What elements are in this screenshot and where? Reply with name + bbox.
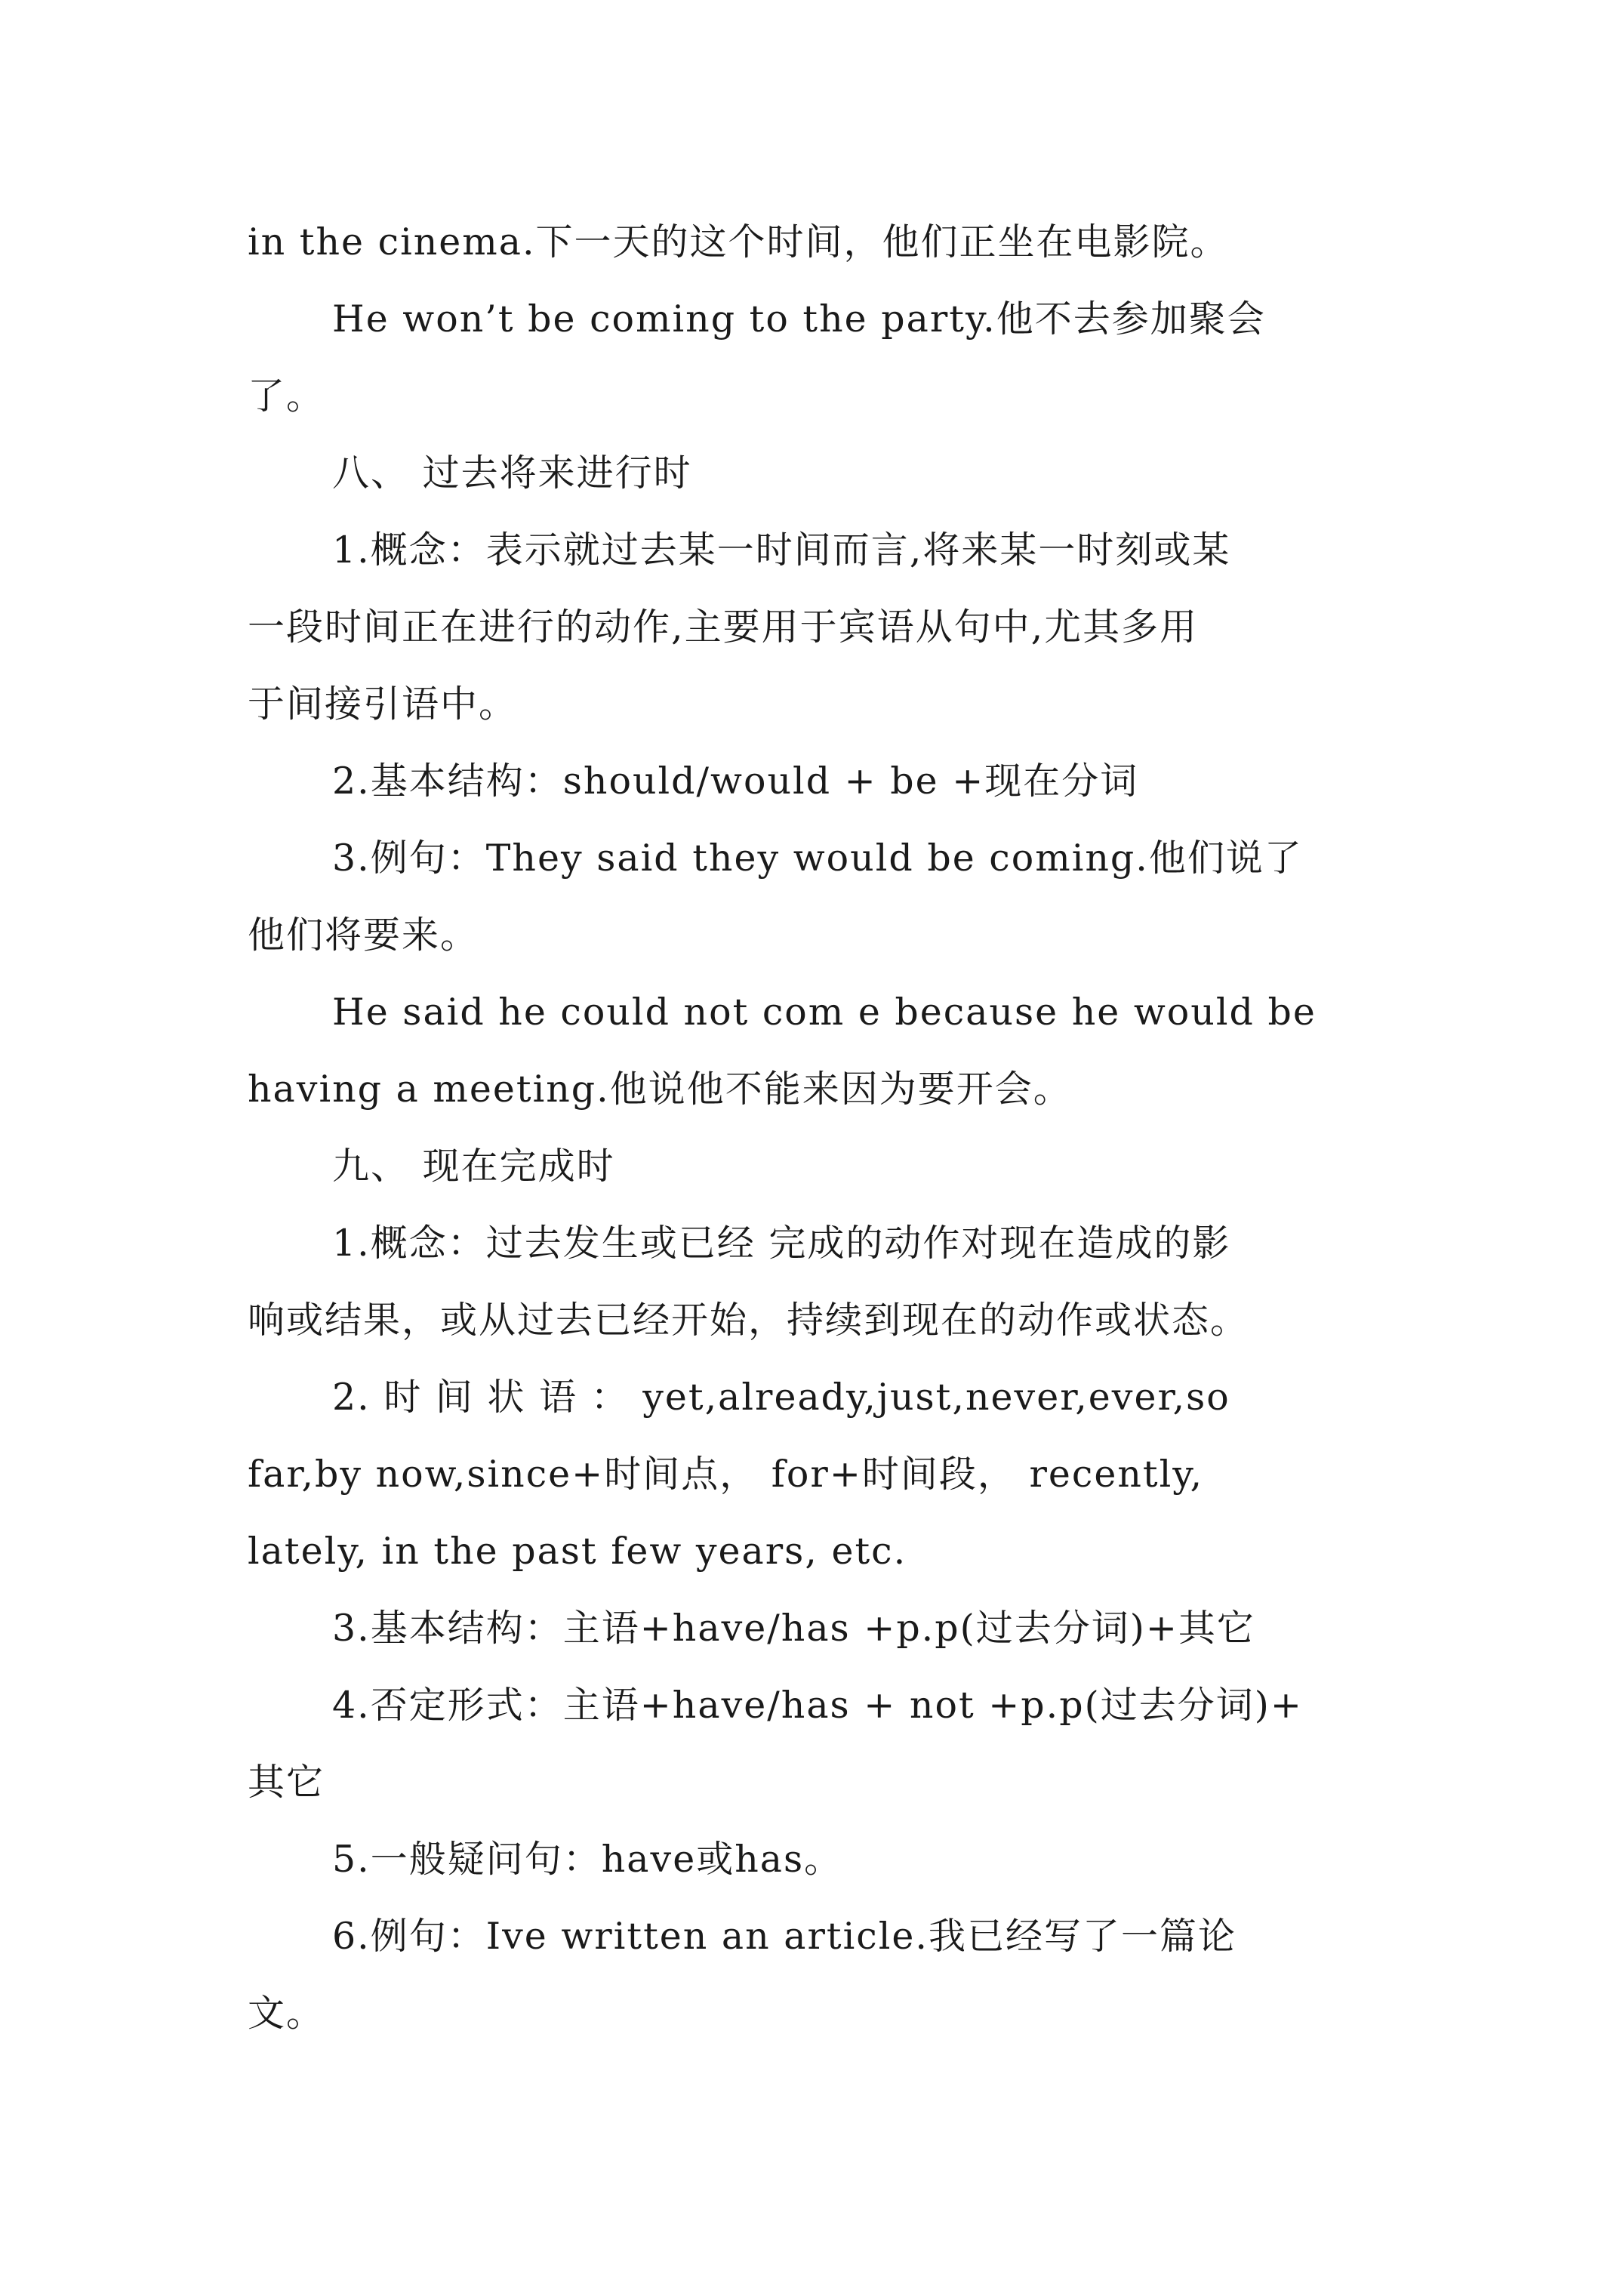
text-line: lately, in the past few years, etc. xyxy=(248,1530,907,1573)
text-line: 于间接引语中。 xyxy=(248,683,518,726)
text-line: 5.一般疑问句：have或has。 xyxy=(332,1838,843,1881)
text-line: 他们将要来。 xyxy=(248,914,479,957)
text-line: 3.例句：They said they would be coming.他们说了 xyxy=(332,837,1303,880)
text-line: He said he could not com e because he would be xyxy=(332,991,1317,1034)
text-line: having a meeting.他说他不能来因为要开会。 xyxy=(248,1068,1072,1111)
text-line: far,by now,since+时间点， for+时间段， recently, xyxy=(248,1453,1204,1496)
text-line: 6.例句：Ive written an article.我已经写了一篇论 xyxy=(332,1915,1236,1958)
text-line: 一段时间正在进行的动作,主要用于宾语从句中,尤其多用 xyxy=(248,606,1199,649)
text-line: in the cinema.下一天的这个时间，他们正坐在电影院。 xyxy=(248,220,1229,264)
text-line: 了。 xyxy=(248,374,325,418)
section-heading-9: 九、 现在完成时 xyxy=(332,1145,615,1188)
text-line: 4.否定形式：主语+have/has + not +p.p(过去分词)+ xyxy=(332,1684,1303,1727)
text-line: 2. 时 间 状 语 ： yet,already,just,never,ever,so xyxy=(332,1376,1230,1419)
document-body xyxy=(248,204,1380,2052)
section-heading-8: 八、 过去将来进行时 xyxy=(332,451,692,495)
text-line: 1.概念：过去发生或已经 完成的动作对现在造成的影 xyxy=(332,1222,1231,1265)
text-line: 文。 xyxy=(248,1992,325,2035)
text-line: He won’t be coming to the party.他不去参加聚会 xyxy=(332,297,1266,341)
text-line: 3.基本结构：主语+have/has +p.p(过去分词)+其它 xyxy=(332,1607,1255,1650)
text-line: 响或结果，或从过去已经开始，持续到现在的动作或状态。 xyxy=(248,1299,1249,1342)
text-line: 其它 xyxy=(248,1761,325,1804)
text-line: 1.概念：表示就过去某一时间而言,将来某一时刻或某 xyxy=(332,529,1231,572)
text-line: 2.基本结构：should/would + be +现在分词 xyxy=(332,760,1139,803)
